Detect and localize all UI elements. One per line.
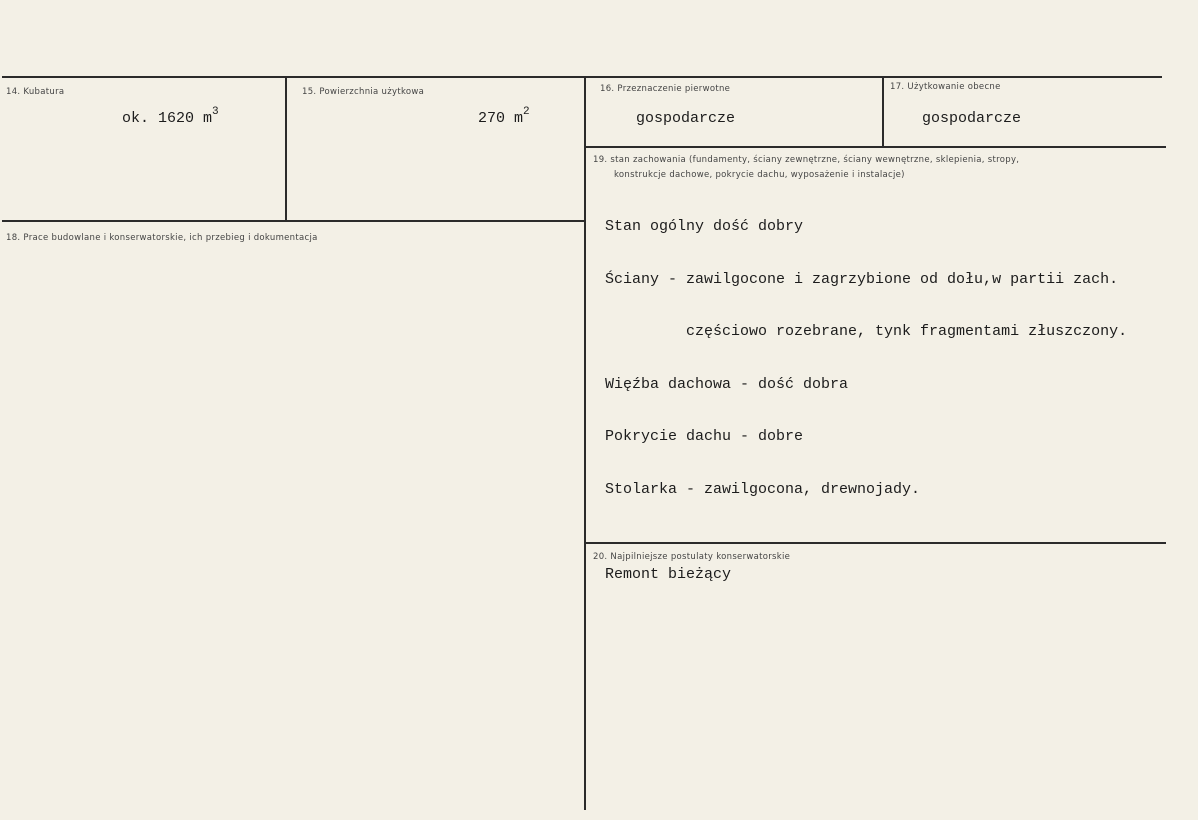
stan-line: częściowo rozebrane, tynk fragmentami złuszczony.: [605, 323, 1128, 340]
field-value-powierzchnia: [478, 108, 530, 127]
field-value-przeznaczenie: gospodarcze: [636, 110, 736, 127]
stan-line: Stolarka - zawilgocona, drewnojady.: [605, 480, 921, 498]
rule-right-lower: [586, 542, 1166, 544]
stan-line: Pokrycie dachu - dobre: [605, 428, 804, 445]
divider-main: [584, 76, 586, 810]
stan-line: Stan ogólny dość dobry: [605, 218, 804, 235]
divider-16-17: [882, 76, 884, 146]
powierzchnia-exponent: 2: [523, 106, 530, 118]
field-label-stan-line2: konstrukcje dachowe, pokrycie dachu, wyposażenie i instalacje): [614, 170, 905, 180]
top-rule: [2, 76, 1162, 78]
kubatura-value-text: ok. 1620 m: [122, 110, 213, 127]
field-value-uzytkowanie: gospodarcze: [922, 110, 1022, 127]
field-label-postulaty: 20. Najpilniejsze postulaty konserwatorskie: [593, 552, 791, 562]
field-label-stan-line1: 19. stan zachowania (fundamenty, ściany zewnętrzne, ściany wewnętrzne, sklepienia, stropy,: [593, 155, 1020, 165]
field-label-powierzchnia: 15. Powierzchnia użytkowa: [302, 87, 425, 97]
field-label-prace: 18. Prace budowlane i konserwatorskie, ich przebieg i dokumentacja: [6, 233, 318, 243]
kubatura-exponent: 3: [212, 106, 219, 118]
field-label-przeznaczenie: 16. Przeznaczenie pierwotne: [600, 84, 731, 94]
powierzchnia-value-text: 270 m: [478, 110, 524, 127]
stan-line: Ściany - zawilgocone i zagrzybione od dołu,w partii zach.: [605, 270, 1119, 288]
field-value-kubatura: [122, 108, 219, 127]
stan-line: Więźba dachowa - dość dobra: [605, 375, 849, 393]
rule-right-mid: [586, 146, 1166, 148]
field-value-postulaty: Remont bieżący: [605, 566, 732, 583]
field-label-uzytkowanie: 17. Użytkowanie obecne: [890, 82, 1001, 92]
rule-left-mid: [2, 220, 584, 222]
divider-14-15: [285, 76, 287, 222]
field-value-stan: [605, 183, 1127, 533]
field-label-kubatura: 14. Kubatura: [6, 87, 65, 97]
